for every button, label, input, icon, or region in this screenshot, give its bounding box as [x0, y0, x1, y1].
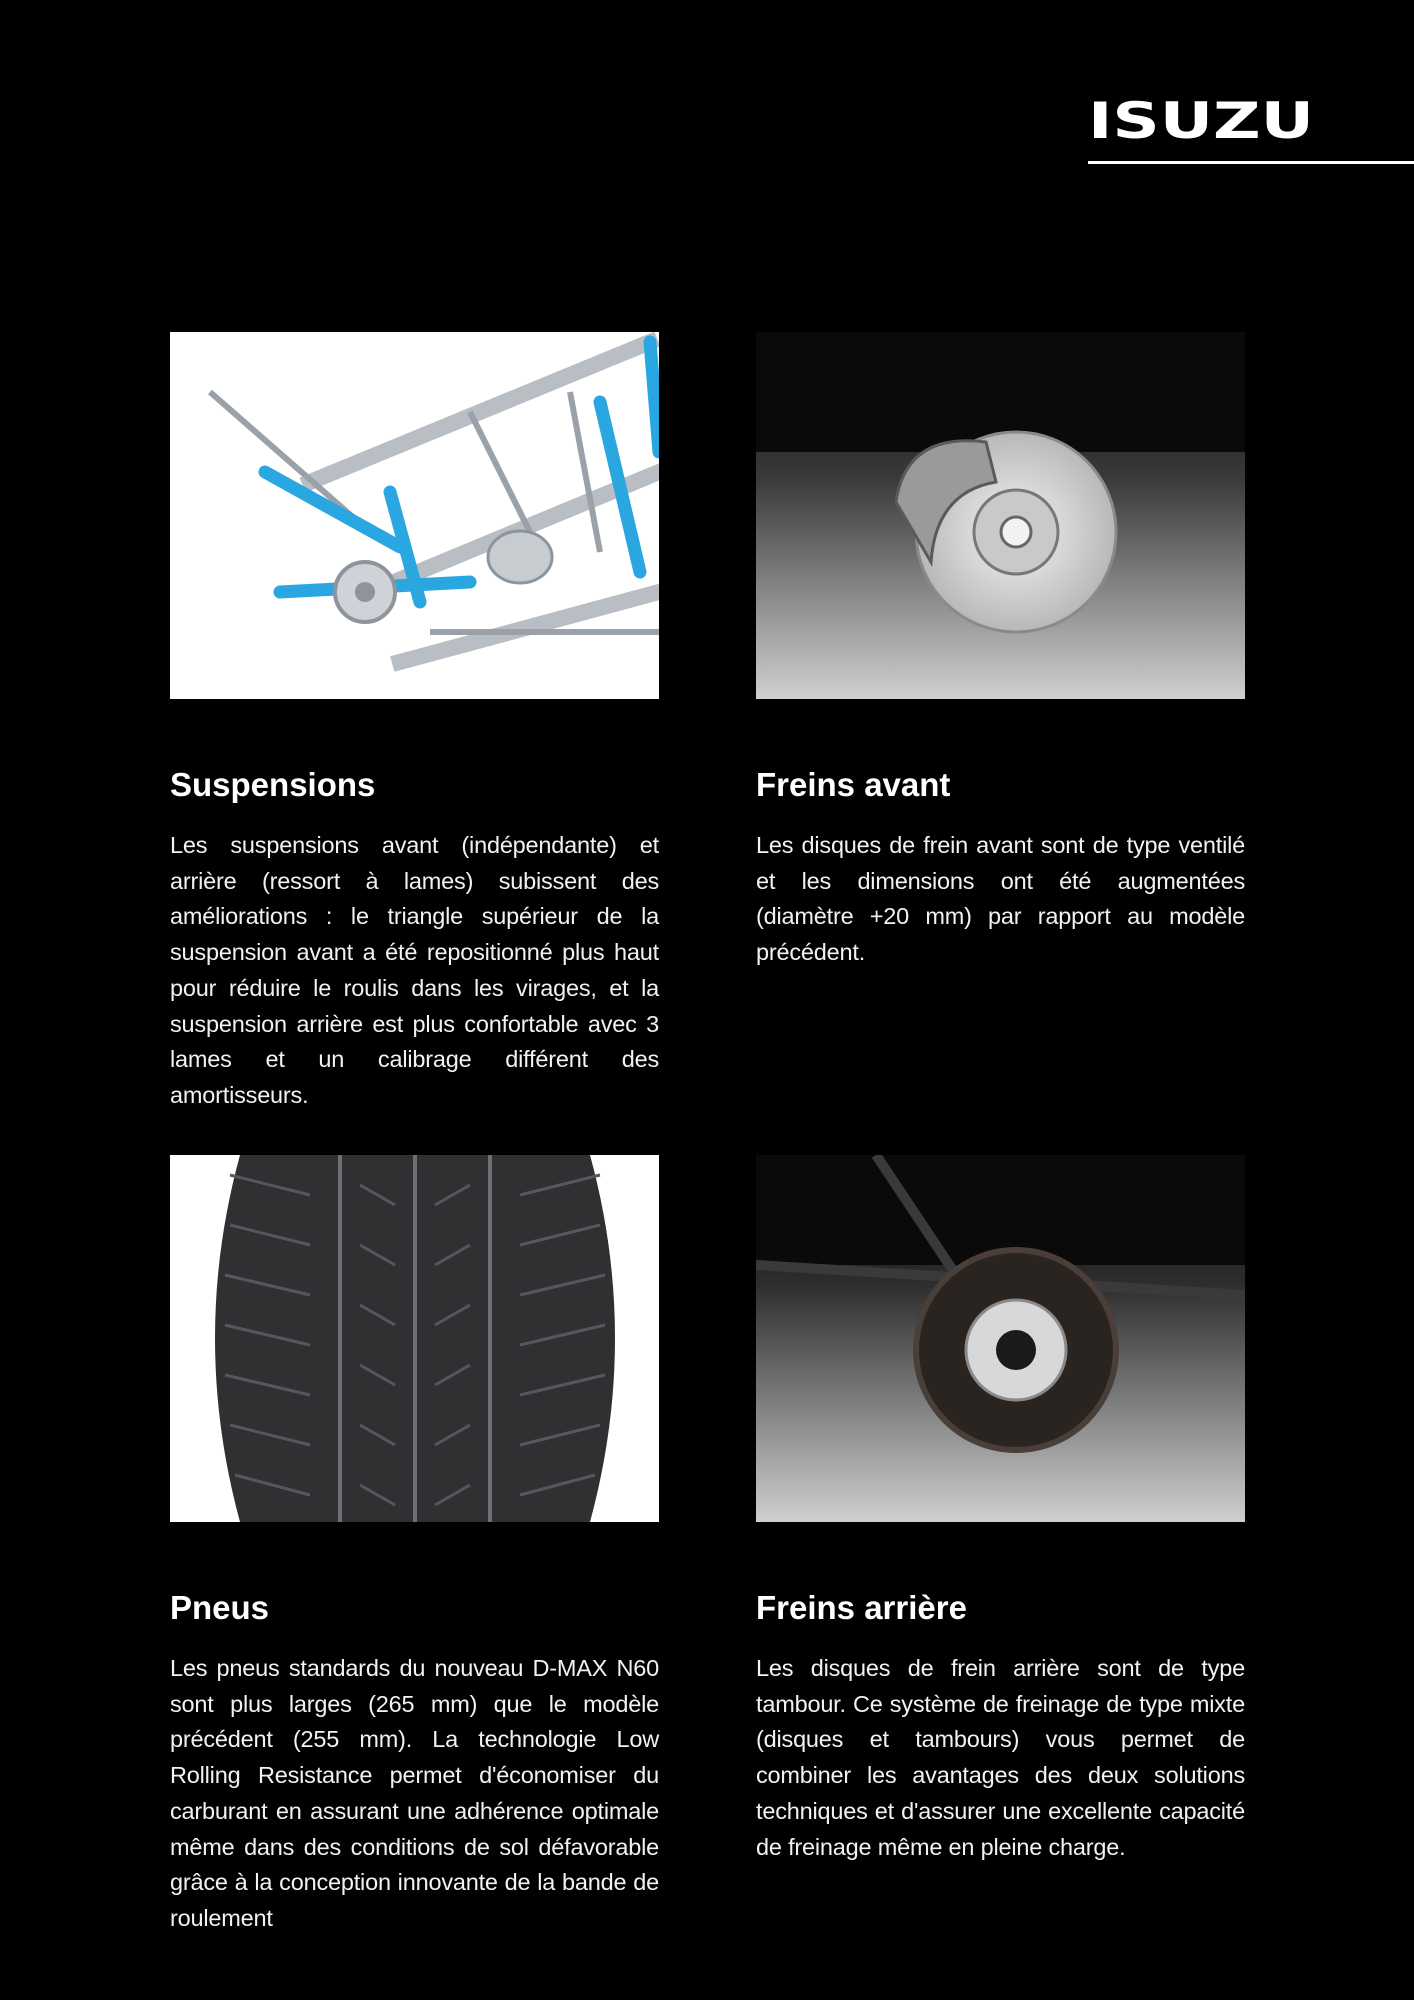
suspension-photo — [170, 332, 659, 699]
front-brake-photo — [756, 332, 1245, 699]
svg-text:ISUZU: ISUZU — [1088, 96, 1314, 142]
tire-photo — [170, 1155, 659, 1522]
header-rule — [1088, 161, 1414, 164]
rear-brake-photo — [756, 1155, 1245, 1522]
front-brakes-description: Les disques de frein avant sont de type ventilé et les dimensions ont été augmentées (diamètre +20 mm) par rapport au modèle précédent. — [756, 832, 1245, 966]
front-brakes-title: Freins avant — [756, 766, 951, 803]
rear-brakes-description: Les disques de frein arrière sont de type tambour. Ce système de freinage de type mixte (disques et tambours) vous permet de combiner les avantages des deux solutions techniques et d'assurer une excellente capacité de freinage même en pleine charge. — [756, 1655, 1245, 1860]
suspensions-title: Suspensions — [170, 766, 376, 803]
tires-title: Pneus — [170, 1589, 270, 1626]
tires-description: Les pneus standards du nouveau D-MAX N60 sont plus larges (265 mm) que le modèle précédent (255 mm). La technologie Low Rolling Resistance permet d'économiser du carburant en assurant une adhérence optimale même dans des conditions de sol défavorable grâce à la conception innovante de la bande de roulement — [170, 1655, 659, 1931]
rear-brakes-title: Freins arrière — [756, 1589, 967, 1626]
suspensions-description: Les suspensions avant (indépendante) et arrière (ressort à lames) subissent des améliorations : le triangle supérieur de la suspension avant a été repositionné plus haut pour réduire le roulis dans les virages, et la suspension arrière est plus confortable avec 3 lames et un calibrage différent des amortisseurs. — [170, 832, 659, 1108]
isuzu-logo — [1088, 96, 1314, 142]
